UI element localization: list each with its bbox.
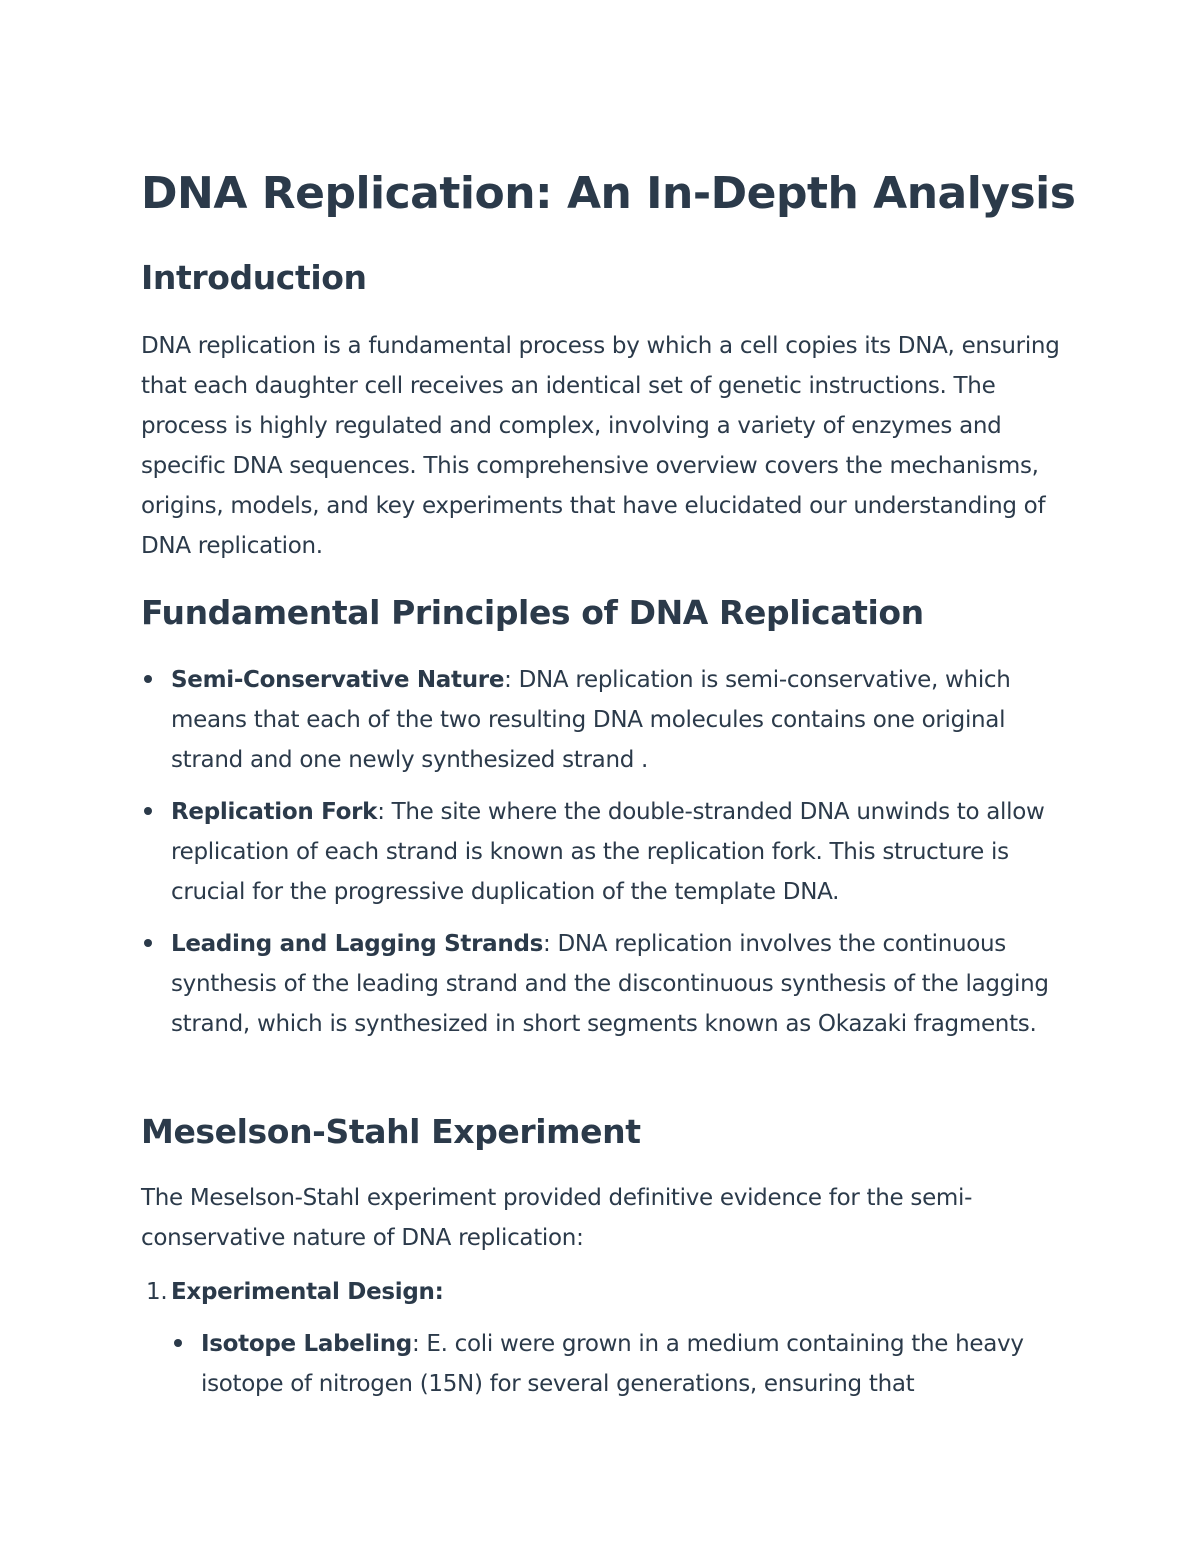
list-item-text: : The site where the double-stranded DNA unwinds to allow replication of each strand is known as the replication fork. This structure is crucial for the progressive duplication of the template DNA. [171, 799, 1045, 905]
list-item-text: : E. coli were grown in a medium containing the heavy isotope of nitrogen (15N) for several generations, ensuring that [201, 1331, 1024, 1397]
bullet-icon [174, 1339, 182, 1347]
list-item [141, 924, 1071, 1044]
principles-heading: Fundamental Principles of DNA Replication [141, 593, 924, 632]
list-item-label: Experimental Design: [171, 1279, 444, 1305]
list-item-text: : DNA replication involves the continuous synthesis of the leading strand and the discontinuous synthesis of the lagging strand, which is synthesized in short segments known as Okazaki fragments. [171, 931, 1049, 1037]
document-title: DNA Replication: An In-Depth Analysis [141, 168, 1076, 219]
list-item [141, 1272, 443, 1312]
list-item [141, 660, 1071, 780]
list-item [141, 792, 1071, 912]
introduction-paragraph: DNA replication is a fundamental process by which a cell copies its DNA, ensuring that each daughter cell receives an identical set of genetic instructions. The process is highly regulated and complex, involving a variety of enzymes and specific DNA sequences. This comprehensive overview covers the mechanisms, origins, models, and key experiments that have elucidated our understanding of DNA replication. [141, 333, 1060, 559]
list-item-number: 1. [146, 1279, 168, 1305]
experimental-design-sublist [171, 1324, 1071, 1404]
list-item [171, 1324, 1071, 1404]
bullet-icon [144, 939, 152, 947]
list-item-term: Replication Fork [171, 799, 378, 825]
list-item-text: : DNA replication is semi-conservative, which means that each of the two resulting DNA molecules contains one original strand and one newly synthesized strand . [171, 667, 1011, 773]
list-item-term: Leading and Lagging Strands [171, 931, 544, 957]
bullet-icon [144, 807, 152, 815]
list-item-term: Semi-Conservative Nature [171, 667, 505, 693]
list-item-term: Isotope Labeling [201, 1331, 412, 1357]
bullet-icon [144, 675, 152, 683]
introduction-heading: Introduction [141, 258, 367, 297]
meselson-stahl-heading: Meselson-Stahl Experiment [141, 1112, 641, 1151]
experiment-steps-list [141, 1272, 443, 1312]
meselson-stahl-paragraph: The Meselson-Stahl experiment provided definitive evidence for the semi-conservative nature of DNA replication: [141, 1185, 973, 1251]
principles-list [141, 660, 1071, 1056]
